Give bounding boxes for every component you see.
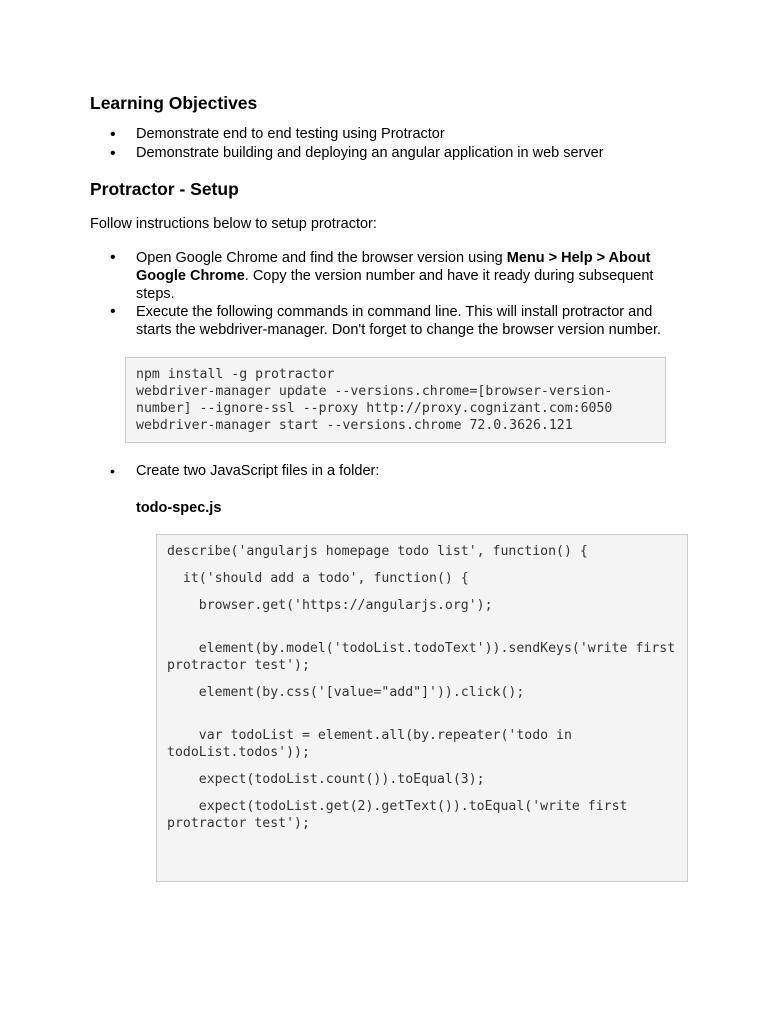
step-chrome-version [90, 249, 690, 303]
code-line: browser.get('https://angularjs.org'); [167, 598, 493, 613]
objective-item: • Demonstrate building and deploying an angular application in web server [90, 144, 690, 163]
bullet: • [110, 463, 115, 479]
step-text: Open Google Chrome and find the browser version using [136, 250, 507, 266]
objective-item: • Demonstrate end to end testing using Protractor [90, 125, 690, 144]
code-line: element(by.css('[value="add"]')).click(); [167, 685, 525, 700]
code-line: expect(todoList.count()).toEqual(3); [167, 772, 485, 787]
document-page [90, 92, 690, 882]
menu-path: Menu > Help > About Google Chrome [136, 250, 651, 284]
protractor-setup-heading: Protractor - Setup [90, 179, 239, 199]
code-line: var todoList = element.all(by.repeater('todo in todoList.todos')); [167, 728, 580, 760]
step-create-files [90, 462, 690, 480]
step-commands: • Execute the following commands in command line. This will install protractor and starts the webdriver-manager. Don't forget to change the browser version number. [90, 303, 690, 339]
step-text: Create two JavaScript files in a folder: [136, 463, 380, 479]
setup-intro: Follow instructions below to setup protractor: [90, 216, 377, 232]
todo-spec-code-block [156, 534, 688, 882]
code-line: describe('angularjs homepage todo list', function() { [167, 544, 588, 559]
file-name-label: todo-spec.js [136, 500, 222, 516]
code-line: expect(todoList.get(2).getText()).toEqual('write first protractor test'); [167, 799, 636, 831]
objectives-list [90, 125, 690, 163]
setup-steps-list [90, 249, 690, 339]
code-line: element(by.model('todoList.todoText')).sendKeys('write first protractor test'); [167, 641, 684, 673]
step-text: . Copy the version number and have it ready during subsequent steps. [136, 268, 654, 302]
learning-objectives-heading: Learning Objectives [90, 93, 258, 113]
command-code-block: npm install -g protractor webdriver-manager update --versions.chrome=[browser-version-number] --ignore-ssl --proxy http://proxy.cognizant.com:6050 webdriver-manager start --versions.chrome 72.0.3626.121 [125, 357, 666, 443]
code-line: it('should add a todo', function() { [167, 571, 469, 586]
